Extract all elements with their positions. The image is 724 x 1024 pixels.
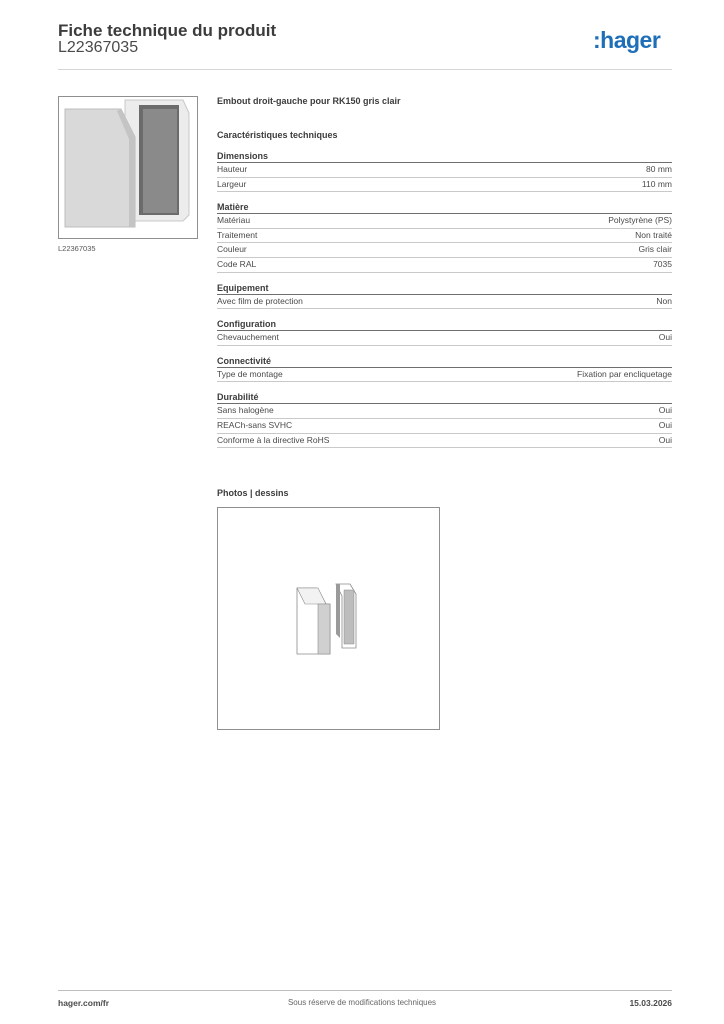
- product-reference: L22367035: [58, 39, 139, 56]
- spec-label: Avec film de protection: [217, 295, 303, 306]
- section-title: Durabilité: [217, 392, 672, 404]
- spec-row: [217, 331, 672, 346]
- spec-label: Largeur: [217, 178, 247, 189]
- section-connectivite: [217, 356, 672, 383]
- spec-row: [217, 434, 672, 449]
- spec-value: 110 mm: [641, 178, 672, 189]
- section-configuration: [217, 319, 672, 346]
- section-title: Equipement: [217, 283, 672, 295]
- spec-value: 80 mm: [646, 164, 672, 174]
- section-equipement: [217, 283, 672, 310]
- spec-value: Polystyrène (PS): [608, 215, 672, 226]
- spec-value: Fixation par encliquetage: [577, 368, 672, 379]
- section-title: Dimensions: [217, 151, 672, 163]
- spec-label: Sans halogène: [217, 405, 274, 416]
- thumbnail-caption: L22367035: [58, 244, 96, 253]
- spec-label: Traitement: [217, 229, 258, 240]
- spec-label: Couleur: [217, 244, 247, 255]
- spec-label: Type de montage: [217, 368, 283, 379]
- section-matiere: [217, 202, 672, 272]
- spec-label: Chevauchement: [217, 332, 279, 343]
- spec-value: Oui: [658, 405, 672, 416]
- spec-row: [217, 243, 672, 258]
- section-durabilite: [217, 392, 672, 448]
- footer-website-link[interactable]: hager.com/fr: [58, 998, 110, 1008]
- spec-row: [217, 419, 672, 434]
- spec-label: Matériau: [217, 215, 251, 226]
- photos-title: Photos | dessins: [217, 488, 289, 498]
- section-title: Matière: [217, 202, 672, 214]
- spec-value: Gris clair: [638, 244, 672, 255]
- section-title: Configuration: [217, 319, 672, 331]
- spec-row: [217, 163, 672, 178]
- spec-value: Non: [656, 295, 672, 306]
- section-dimensions: [217, 151, 672, 192]
- spec-value: Oui: [658, 419, 672, 430]
- spec-value: Non traité: [635, 229, 672, 240]
- spec-label: Code RAL: [217, 258, 257, 269]
- spec-row: [217, 178, 672, 193]
- footer-notice: Sous réserve de modifications techniques: [287, 998, 437, 1007]
- spec-row: [217, 368, 672, 383]
- spec-label: Hauteur: [217, 164, 248, 174]
- header-divider: [58, 69, 672, 70]
- spec-row: [217, 229, 672, 244]
- hager-logo: :hager: [593, 27, 661, 53]
- spec-row: [217, 295, 672, 310]
- section-title: Connectivité: [217, 356, 672, 368]
- spec-row: [217, 258, 672, 273]
- tech-characteristics-title: Caractéristiques techniques: [217, 130, 338, 140]
- product-thumbnail: [58, 96, 198, 239]
- product-drawing-image: [218, 508, 439, 729]
- spec-value: Oui: [658, 332, 672, 343]
- spec-value: Oui: [658, 434, 672, 445]
- spec-value: 7035: [653, 258, 672, 269]
- spec-row: [217, 404, 672, 419]
- specifications: [217, 95, 672, 448]
- spec-row: [217, 214, 672, 229]
- spec-label: REACh-sans SVHC: [217, 419, 293, 430]
- footer-divider: [58, 990, 672, 991]
- product-end-cap-image: [59, 97, 197, 238]
- spec-label: Conforme à la directive RoHS: [217, 434, 330, 445]
- product-description: Embout droit-gauche pour RK150 gris clair: [217, 96, 401, 106]
- footer-date: 15.03.2026: [629, 998, 672, 1008]
- photo-box: [217, 507, 440, 730]
- page-title: Fiche technique du produit: [58, 21, 277, 40]
